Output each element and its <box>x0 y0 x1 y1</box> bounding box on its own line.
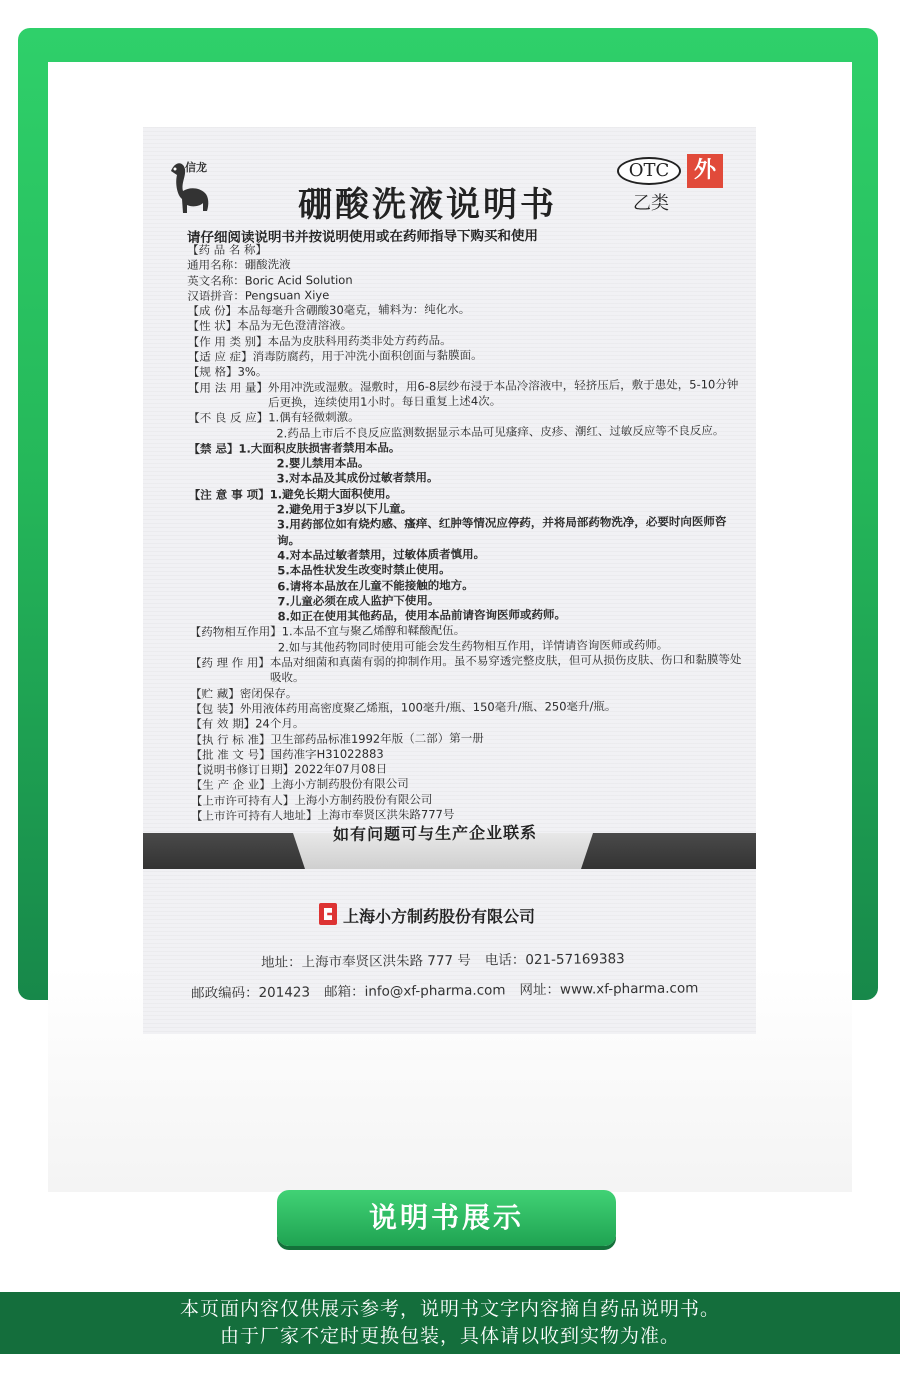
disclaimer-line-2: 由于厂家不定时更换包装，具体请以收到实物为准。 <box>219 1325 680 1347</box>
leaflet-row-text: 密闭保存。 <box>239 685 298 701</box>
leaflet-row-label: 【执 行 标 准】 <box>190 731 271 747</box>
leaflet-row-text: 1.避免长期大面积使用。 <box>269 486 398 502</box>
leaflet-row-text: 4.对本品过敏者禁用，过敏体质者慎用。 <box>277 546 486 563</box>
company-logo-icon <box>319 903 337 925</box>
leaflet-row-label: 【上市许可持有人地址】 <box>190 808 318 823</box>
leaflet-row-text: 卫生部药品标准1992年版（二部）第一册 <box>270 730 484 746</box>
leaflet-row-label: 【批 准 文 号】 <box>190 747 271 762</box>
disclaimer-banner <box>0 1292 900 1354</box>
leaflet-row-text: 5.本品性状发生改变时禁止使用。 <box>277 562 451 578</box>
leaflet-title: 硼酸洗液说明书 <box>298 185 557 225</box>
leaflet-row-label: 【不 良 反 应】 <box>188 410 269 426</box>
leaflet-row-label: 汉语拼音： <box>187 288 245 303</box>
leaflet-row-label: 【说明书修订日期】 <box>190 762 295 778</box>
leaflet-row-text: Pengsuan Xiye <box>244 287 330 303</box>
leaflet-row-text: 本品对细菌和真菌有弱的抑制作用。虽不易穿透完整皮肤，但可从损伤皮肤、伤口和黏膜等处吸收。 <box>269 652 742 685</box>
leaflet-row-text: 本品为皮肤科用药类非处方药药品。 <box>267 332 452 349</box>
website: 网址：www.xf-pharma.com <box>519 980 699 999</box>
address: 地址：上海市奉贤区洪朱路 777 号 <box>260 952 471 971</box>
otc-badge: OTC <box>617 157 681 185</box>
leaflet-row-text: 1.本品不宜与聚乙烯醇和鞣酸配伍。 <box>281 623 466 639</box>
leaflet-row-label: 【成 份】 <box>187 303 238 319</box>
leaflet-row-label: 【适 应 症】 <box>187 349 253 365</box>
leaflet-row-text: 外用冲洗或湿敷。湿敷时，用6-8层纱布浸于本品冷溶液中，轻挤压后，敷于患处，5-10分钟后更换，连续使用1小时。每日重复上述4次。 <box>267 376 739 410</box>
brand-name: 信龙 <box>185 161 207 174</box>
section-title-button: 说明书展示 <box>277 1190 616 1246</box>
leaflet-row-text: Boric Acid Solution <box>244 272 353 288</box>
external-use-badge: 外 <box>687 154 723 188</box>
leaflet-row <box>188 377 748 412</box>
leaflet-row-text: 8.如正在使用其他药品，使用本品前请咨询医师或药师。 <box>277 607 567 624</box>
leaflet-row-label: 【用 法 用 量】 <box>187 380 269 395</box>
address-line <box>261 947 625 971</box>
leaflet-row-text: 2.如与其他药物同时使用可能会发生药物相互作用，详情请咨询医师或药师。 <box>277 637 669 655</box>
leaflet-row-label: 【药 理 作 用】 <box>189 655 270 671</box>
leaflet-row-text: 1.大面积皮肤损害者禁用本品。 <box>238 440 401 456</box>
leaflet-row-text: 外用液体药用高密度聚乙烯瓶，100毫升/瓶、150毫升/瓶、250毫升/瓶。 <box>239 698 617 716</box>
leaflet-row-text: 7.儿童必须在成人监护下使用。 <box>277 593 440 609</box>
leaflet-row-text: 2.药品上市后不良反应监测数据显示本品可见瘙痒、皮疹、潮红、过敏反应等不良反应。 <box>276 422 725 440</box>
leaflet-row-label: 【性 状】 <box>187 319 238 334</box>
leaflet-row <box>190 652 750 687</box>
leaflet-row-text: 3.用药部位如有烧灼感、瘙痒、红肿等情况应停药，并将局部药物洗净，必要时向医师咨询。 <box>276 514 727 548</box>
leaflet-row-label: 【药物相互作用】 <box>189 624 282 640</box>
leaflet-row <box>189 514 749 549</box>
leaflet-row-text: 2022年07月08日 <box>294 761 388 777</box>
leaflet-image <box>143 127 756 1034</box>
leaflet-row-text: 上海小方制药股份有限公司 <box>270 776 409 792</box>
leaflet-row-label: 【药 品 名 称】 <box>187 242 268 257</box>
leaflet-row-text: 2.避免用于3岁以下儿童。 <box>276 501 413 517</box>
postal-code: 邮政编码：201423 <box>190 984 311 1002</box>
leaflet-row-text: 本品每毫升含硼酸30毫克，辅料为：纯化水。 <box>237 302 471 318</box>
leaflet-row-label: 【作 用 类 别】 <box>187 334 268 349</box>
leaflet-row-text: 2.婴儿禁用本品。 <box>276 455 370 471</box>
leaflet-row-text: 6.请将本品放在儿童不能接触的地方。 <box>277 577 474 593</box>
leaflet-row-label: 【包 装】 <box>190 701 240 716</box>
leaflet-row-label: 【注 意 事 项】 <box>188 487 270 502</box>
leaflet-row-label: 【有 效 期】 <box>190 716 256 732</box>
otc-class-label: 乙类 <box>633 193 669 214</box>
leaflet-row-label: 【生 产 企 业】 <box>190 777 271 793</box>
email: 邮箱：info@xf-pharma.com <box>323 982 506 1001</box>
leaflet-row-text: 本品为无色澄清溶液。 <box>237 318 353 334</box>
leaflet-row-text: 3.对本品及其成份过敏者禁用。 <box>276 470 439 486</box>
leaflet-row-text: 消毒防腐药，用于冲洗小面积创面与黏膜面。 <box>252 348 483 364</box>
contact-text: 如有问题可与生产企业联系 <box>332 822 538 845</box>
leaflet-row-label: 【禁 忌】 <box>188 441 239 456</box>
usage-notice: 请仔细阅读说明书并按说明使用或在药师指导下购买和使用 <box>186 228 539 246</box>
leaflet-row-text: 3%。 <box>237 364 268 380</box>
leaflet-body <box>187 239 751 824</box>
leaflet-row-text: 1.偶有轻微刺激。 <box>268 410 360 425</box>
leaflet-row-text: 24个月。 <box>255 716 305 731</box>
company-name: 上海小方制药股份有限公司 <box>343 907 536 926</box>
phone: 电话：021-57169383 <box>484 951 625 969</box>
leaflet-row-label: 【贮 藏】 <box>190 686 240 701</box>
leaflet-row-label: 【规 格】 <box>187 365 238 380</box>
leaflet-row-label: 通用名称： <box>187 257 245 273</box>
leaflet-row-label: 英文名称： <box>187 273 245 288</box>
postal-line <box>191 976 698 1001</box>
leaflet-row-label: 【上市许可持有人】 <box>190 792 295 808</box>
leaflet-row-text: 上海市奉贤区洪朱路777号 <box>317 807 455 823</box>
leaflet-row-text: 上海小方制药股份有限公司 <box>294 791 433 807</box>
leaflet-row-text: 硼酸洗液 <box>244 257 291 272</box>
disclaimer-line-1: 本页面内容仅供展示参考，说明书文字内容摘自药品说明书。 <box>179 1298 720 1320</box>
leaflet-row-text: 国药准字H31022883 <box>270 746 384 762</box>
